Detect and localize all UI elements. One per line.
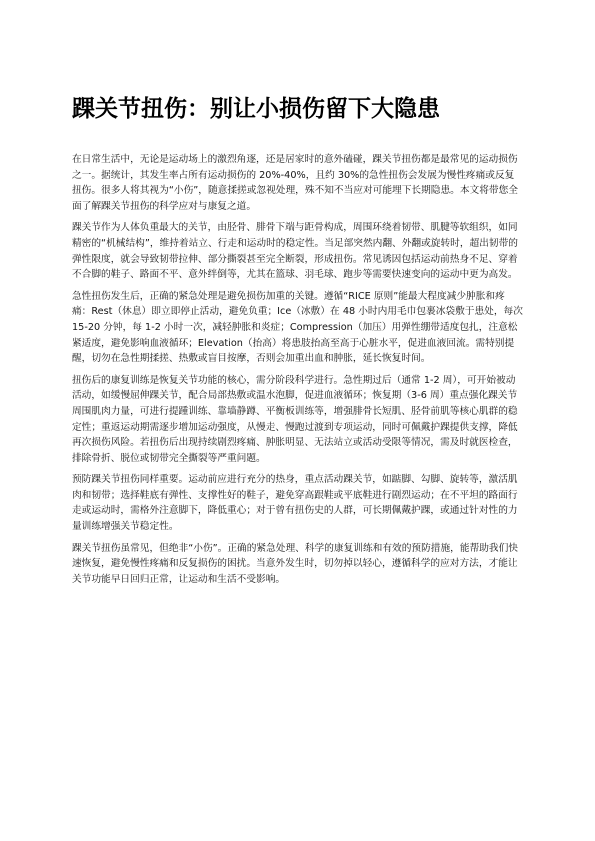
- paragraph-intro: 在日常生活中，无论是运动场上的激烈角逐，还是居家时的意外磕碰，踝关节扭伤都是最常见的运动损伤之一。据统计，其发生率占所有运动损伤的 20%-40%，且约 30%的急性扭伤会发展为慢性疼痛或反复扭伤。很多人将其视为“小伤”，随意揉搓或忽视处理，殊不知不当应对可能埋下长期隐患。本文将带您全面了解踝关节扭伤的科学应对与康复之道。: [72, 154, 518, 212]
- article-body: [72, 152, 524, 593]
- article-title: 踝关节扭伤：别让小损伤留下大隐患: [72, 96, 440, 122]
- paragraph-rehabilitation: 扭伤后的康复训练是恢复关节功能的核心，需分阶段科学进行。急性期过后（通常 1-2 周），可开始被动活动，如缓慢屈伸踝关节，配合局部热敷或温水泡脚，促进血液循环；恢复期（3-6 周）重点强化踝关节周围肌肉力量，可进行提踵训练、靠墙静蹲、平衡板训练等，增强腓骨长短肌、胫骨前肌等核心肌群的稳定性；重返运动期需逐步增加运动强度，从慢走、慢跑过渡到专项运动，同时可佩戴护踝提供支撑，降低再次损伤风险。若扭伤后出现持续剧烈疼痛、肿胀明显、无法站立或活动受限等情况，需及时就医检查，排除骨折、脱位或韧带完全撕裂等严重问题。: [72, 374, 518, 464]
- paragraph-prevention: 预防踝关节扭伤同样重要。运动前应进行充分的热身，重点活动踝关节，如踮脚、勾脚、旋转等，激活肌肉和韧带；选择鞋底有弹性、支撑性好的鞋子，避免穿高跟鞋或平底鞋进行剧烈运动；在不平坦的路面行走或运动时，需格外注意脚下，降低重心；对于曾有扭伤史的人群，可长期佩戴护踝，或通过针对性的力量训练增强关节稳定性。: [72, 474, 518, 533]
- paragraph-first-aid: 急性扭伤发生后，正确的紧急处理是避免损伤加重的关键。遵循“RICE 原则”能最大程度减少肿胀和疼痛：Rest（休息）即立即停止活动，避免负重；Ice（冰敷）在 48 小时内用毛巾包裹冰袋敷于患处，每次 15-20 分钟，每 1-2 小时一次，减轻肿胀和炎症；Compression（加压）用弹性绷带适度包扎，注意松紧适度，避免影响血液循环；Elevation（抬高）将患肢抬高至高于心脏水平，促进血液回流。需特别提醒，切勿在急性期揉搓、热敷或盲目按摩，否则会加重出血和肿胀，延长恢复时间。: [72, 290, 523, 365]
- paragraph-anatomy: 踝关节作为人体负重最大的关节，由胫骨、腓骨下端与距骨构成，周围环绕着韧带、肌腱等软组织，如同精密的“机械结构”，维持着站立、行走和运动时的稳定性。当足部突然内翻、外翻或旋转时，超出韧带的弹性限度，就会导致韧带拉伸、部分撕裂甚至完全断裂，形成扭伤。常见诱因包括运动前热身不足、穿着不合脚的鞋子、路面不平、意外绊倒等，尤其在篮球、羽毛球、跑步等需要快速变向的运动中更为高发。: [72, 222, 518, 281]
- paragraph-conclusion: 踝关节扭伤虽常见，但绝非“小伤”。正确的紧急处理、科学的康复训练和有效的预防措施，能帮助我们快速恢复，避免慢性疼痛和反复损伤的困扰。当意外发生时，切勿掉以轻心，遵循科学的应对方法，才能让关节功能早日回归正常，让运动和生活不受影响。: [72, 542, 518, 585]
